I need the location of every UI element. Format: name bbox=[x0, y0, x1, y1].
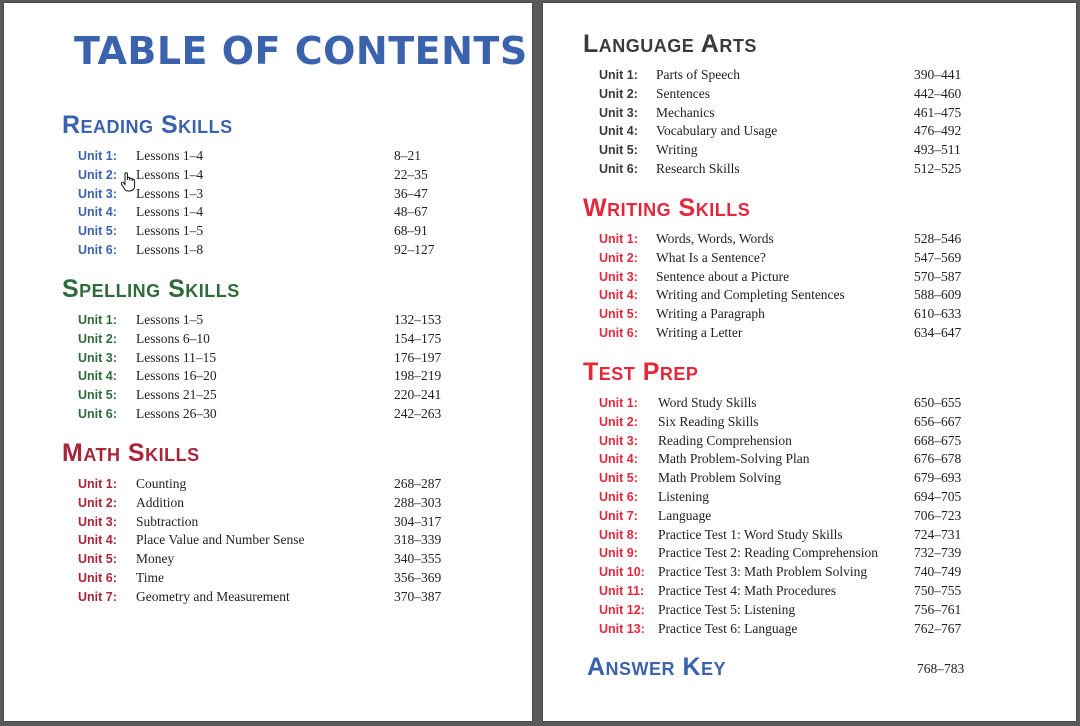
page-range: 318–339 bbox=[394, 532, 442, 548]
section-test-prep bbox=[583, 358, 962, 638]
unit-title: Practice Test 2: Reading Comprehension bbox=[658, 545, 879, 561]
toc-row[interactable] bbox=[583, 469, 962, 488]
section-heading-testprep: Test Prep bbox=[583, 358, 699, 386]
unit-title: Practice Test 6: Language bbox=[658, 620, 798, 636]
unit-title: Language bbox=[658, 507, 712, 523]
unit-title: Lessons 16–20 bbox=[136, 368, 217, 384]
toc-row[interactable] bbox=[62, 147, 421, 166]
unit-label: Unit 5: bbox=[78, 224, 117, 239]
toc-row[interactable] bbox=[62, 367, 442, 386]
unit-title: Lessons 6–10 bbox=[136, 330, 210, 346]
unit-title: Practice Test 1: Word Study Skills bbox=[658, 526, 843, 542]
section-heading-language: Language Arts bbox=[583, 30, 757, 58]
unit-title: Math Problem Solving bbox=[658, 470, 782, 486]
unit-title: Parts of Speech bbox=[656, 67, 740, 82]
page-range: 547–569 bbox=[914, 249, 962, 265]
section-math-skills bbox=[62, 439, 442, 607]
unit-title: Writing a Letter bbox=[656, 324, 743, 340]
unit-label: Unit 11: bbox=[599, 583, 645, 598]
unit-list bbox=[583, 230, 962, 343]
toc-row[interactable] bbox=[62, 386, 442, 405]
page-range: 512–525 bbox=[914, 160, 962, 176]
toc-row[interactable] bbox=[583, 305, 962, 324]
unit-title: Lessons 1–4 bbox=[136, 148, 204, 163]
unit-list bbox=[62, 475, 442, 607]
unit-title: Sentence about a Picture bbox=[656, 268, 790, 284]
page-range: 588–609 bbox=[914, 287, 962, 303]
unit-label: Unit 3: bbox=[599, 105, 638, 120]
unit-list bbox=[62, 311, 442, 424]
toc-row[interactable] bbox=[583, 268, 962, 287]
toc-row[interactable] bbox=[62, 494, 442, 513]
page-range: 762–767 bbox=[914, 620, 962, 636]
page-range: 732–739 bbox=[914, 545, 962, 561]
toc-row[interactable] bbox=[583, 249, 962, 268]
unit-label: Unit 13: bbox=[599, 621, 645, 636]
page-range: 570–587 bbox=[914, 268, 962, 284]
toc-row[interactable] bbox=[583, 104, 962, 123]
unit-title: Lessons 1–3 bbox=[136, 185, 204, 201]
unit-title: Writing and Completing Sentences bbox=[656, 287, 845, 303]
unit-list bbox=[583, 66, 962, 179]
unit-label: Unit 6: bbox=[599, 489, 638, 504]
section-heading-math: Math Skills bbox=[62, 439, 200, 467]
toc-row[interactable] bbox=[583, 582, 962, 601]
unit-label: Unit 2: bbox=[599, 250, 638, 265]
unit-label: Unit 6: bbox=[599, 325, 638, 340]
unit-label: Unit 2: bbox=[599, 414, 638, 429]
toc-row[interactable] bbox=[583, 450, 962, 469]
toc-row[interactable] bbox=[62, 311, 442, 330]
page-range: 706–723 bbox=[914, 507, 962, 523]
page-title: TABLE OF CONTENTS bbox=[74, 29, 528, 73]
unit-title: Subtraction bbox=[136, 513, 199, 529]
unit-title: Mechanics bbox=[656, 104, 715, 120]
toc-row[interactable] bbox=[62, 531, 442, 550]
unit-label: Unit 7: bbox=[78, 589, 117, 604]
toc-row[interactable] bbox=[62, 475, 442, 494]
page-range: 304–317 bbox=[394, 513, 442, 529]
unit-label: Unit 2: bbox=[599, 86, 638, 101]
unit-title: Lessons 21–25 bbox=[136, 387, 217, 403]
toc-row[interactable] bbox=[62, 222, 428, 241]
unit-label: Unit 4: bbox=[599, 452, 638, 467]
unit-label: Unit 5: bbox=[78, 388, 117, 403]
page-range: 694–705 bbox=[914, 488, 962, 504]
unit-label: Unit 5: bbox=[78, 552, 117, 567]
unit-title: Practice Test 4: Math Procedures bbox=[658, 582, 837, 598]
unit-label: Unit 2: bbox=[78, 495, 117, 510]
page-range: 8–21 bbox=[394, 148, 421, 163]
unit-label: Unit 4: bbox=[78, 369, 117, 384]
unit-label: Unit 1: bbox=[599, 68, 638, 82]
unit-label: Unit 4: bbox=[78, 205, 117, 220]
unit-label: Unit 1: bbox=[78, 477, 117, 491]
page-range: 356–369 bbox=[394, 569, 442, 585]
page-range: 288–303 bbox=[394, 494, 442, 510]
page-range: 154–175 bbox=[394, 330, 442, 346]
section-heading-writing: Writing Skills bbox=[583, 194, 751, 222]
unit-label: Unit 4: bbox=[599, 288, 638, 303]
toc-row[interactable] bbox=[583, 141, 961, 160]
unit-title: Place Value and Number Sense bbox=[136, 532, 305, 548]
page-range: 22–35 bbox=[394, 166, 428, 182]
unit-title: Sentences bbox=[656, 85, 710, 101]
page-range: 370–387 bbox=[394, 588, 442, 604]
page-range: 176–197 bbox=[394, 349, 442, 365]
unit-title: Lessons 11–15 bbox=[136, 349, 217, 365]
page-range: 650–655 bbox=[914, 395, 962, 410]
page-range: 476–492 bbox=[914, 123, 962, 139]
unit-label: Unit 3: bbox=[599, 433, 638, 448]
unit-title: Word Study Skills bbox=[658, 395, 757, 410]
unit-label: Unit 1: bbox=[599, 232, 638, 246]
unit-title: Lessons 1–8 bbox=[136, 241, 204, 257]
section-writing-skills bbox=[583, 194, 962, 343]
unit-title: Writing bbox=[656, 142, 698, 158]
unit-title: Listening bbox=[658, 488, 709, 504]
unit-label: Unit 3: bbox=[78, 514, 117, 529]
unit-list bbox=[62, 147, 435, 260]
toc-row[interactable] bbox=[583, 324, 962, 343]
toc-row[interactable] bbox=[583, 230, 962, 249]
unit-title: Practice Test 5: Listening bbox=[658, 601, 796, 617]
toc-row[interactable] bbox=[583, 620, 962, 639]
section-heading-spelling: Spelling Skills bbox=[62, 275, 240, 303]
toc-row[interactable] bbox=[62, 330, 442, 349]
unit-label: Unit 4: bbox=[78, 533, 117, 548]
unit-title: Lessons 1–5 bbox=[136, 223, 204, 239]
page-range: 668–675 bbox=[914, 432, 962, 448]
toc-row[interactable] bbox=[583, 286, 962, 305]
toc-row[interactable] bbox=[583, 601, 962, 620]
toc-row[interactable] bbox=[583, 160, 962, 179]
page-range: 528–546 bbox=[914, 231, 962, 246]
page-range: 132–153 bbox=[394, 312, 442, 327]
page-range: 390–441 bbox=[914, 67, 962, 82]
page-range: 48–67 bbox=[394, 204, 428, 220]
page-range: 68–91 bbox=[394, 223, 428, 239]
unit-label: Unit 1: bbox=[78, 149, 117, 163]
unit-title: Practice Test 3: Math Problem Solving bbox=[658, 564, 868, 580]
unit-title: Lessons 1–5 bbox=[136, 312, 204, 327]
unit-title: Time bbox=[136, 569, 165, 585]
page-range: 724–731 bbox=[914, 526, 962, 542]
unit-label: Unit 6: bbox=[78, 242, 117, 257]
unit-label: Unit 6: bbox=[78, 406, 117, 421]
toc-row[interactable] bbox=[62, 349, 442, 368]
unit-list bbox=[583, 394, 962, 638]
page-range: 656–667 bbox=[914, 413, 962, 429]
page-range: 610–633 bbox=[914, 306, 962, 322]
left-page bbox=[4, 3, 532, 721]
toc-row[interactable] bbox=[583, 526, 962, 545]
toc-row[interactable] bbox=[583, 122, 962, 141]
page-range: 768–783 bbox=[917, 661, 965, 676]
toc-row[interactable] bbox=[583, 544, 962, 563]
unit-title: Writing a Paragraph bbox=[656, 306, 765, 322]
toc-row[interactable] bbox=[583, 394, 962, 413]
page-range: 750–755 bbox=[914, 582, 962, 598]
unit-label: Unit 1: bbox=[599, 396, 638, 410]
unit-label: Unit 5: bbox=[599, 471, 638, 486]
unit-title: Lessons 26–30 bbox=[136, 405, 217, 421]
toc-row[interactable] bbox=[583, 488, 962, 507]
toc-row[interactable] bbox=[62, 588, 442, 607]
toc-row[interactable] bbox=[583, 85, 962, 104]
page-range: 756–761 bbox=[914, 601, 962, 617]
unit-title: Addition bbox=[136, 494, 185, 510]
unit-label: Unit 2: bbox=[78, 331, 117, 346]
unit-label: Unit 4: bbox=[599, 124, 638, 139]
section-heading-reading: Reading Skills bbox=[62, 111, 233, 139]
toc-row[interactable] bbox=[62, 513, 442, 532]
unit-label: Unit 7: bbox=[599, 508, 638, 523]
unit-label: Unit 6: bbox=[599, 161, 638, 176]
page-range: 198–219 bbox=[394, 368, 442, 384]
unit-label: Unit 10: bbox=[599, 565, 645, 580]
unit-label: Unit 12: bbox=[599, 602, 645, 617]
toc-row[interactable] bbox=[62, 550, 442, 569]
unit-label: Unit 5: bbox=[599, 307, 638, 322]
toc-row[interactable] bbox=[62, 166, 428, 185]
page-range: 340–355 bbox=[394, 551, 442, 567]
section-heading-answer-key: Answer Key bbox=[587, 653, 727, 681]
section-reading-skills bbox=[62, 111, 435, 260]
unit-title: Six Reading Skills bbox=[658, 413, 759, 429]
toc-row[interactable] bbox=[583, 563, 962, 582]
unit-label: Unit 9: bbox=[599, 546, 638, 561]
right-page bbox=[543, 3, 1076, 721]
answer-key-row[interactable] bbox=[587, 653, 965, 682]
hand-pointer-icon bbox=[120, 171, 138, 193]
section-spelling-skills bbox=[62, 275, 442, 424]
page-range: 92–127 bbox=[394, 241, 435, 257]
toc-row[interactable] bbox=[583, 66, 962, 85]
unit-title: Research Skills bbox=[656, 160, 740, 176]
page-range: 493–511 bbox=[914, 142, 961, 158]
page-range: 461–475 bbox=[914, 104, 962, 120]
page-range: 442–460 bbox=[914, 85, 962, 101]
page-range: 220–241 bbox=[394, 387, 442, 403]
page-range: 36–47 bbox=[394, 185, 428, 201]
page-range: 676–678 bbox=[914, 451, 962, 467]
page-range: 268–287 bbox=[394, 476, 442, 491]
section-language-arts bbox=[583, 30, 962, 179]
unit-title: Reading Comprehension bbox=[658, 432, 792, 448]
toc-row[interactable] bbox=[62, 185, 428, 204]
toc-row[interactable] bbox=[583, 507, 962, 526]
unit-title: Math Problem-Solving Plan bbox=[658, 451, 810, 467]
unit-title: Words, Words, Words bbox=[656, 231, 774, 246]
toc-row[interactable] bbox=[62, 241, 435, 260]
unit-title: Counting bbox=[136, 476, 187, 491]
unit-title: What Is a Sentence? bbox=[656, 249, 766, 265]
page-range: 679–693 bbox=[914, 470, 962, 486]
page-range: 242–263 bbox=[394, 405, 442, 421]
unit-label: Unit 2: bbox=[78, 167, 117, 182]
page-range: 634–647 bbox=[914, 324, 962, 340]
unit-title: Vocabulary and Usage bbox=[656, 123, 778, 139]
toc-row[interactable] bbox=[583, 432, 962, 451]
page-range: 740–749 bbox=[914, 564, 962, 580]
unit-label: Unit 5: bbox=[599, 143, 638, 158]
unit-label: Unit 3: bbox=[78, 350, 117, 365]
toc-row[interactable] bbox=[62, 203, 428, 222]
unit-title: Lessons 1–4 bbox=[136, 166, 204, 182]
unit-label: Unit 3: bbox=[78, 186, 117, 201]
unit-title: Lessons 1–4 bbox=[136, 204, 204, 220]
unit-title: Money bbox=[136, 551, 175, 567]
unit-label: Unit 3: bbox=[599, 269, 638, 284]
unit-title: Geometry and Measurement bbox=[136, 588, 290, 604]
unit-label: Unit 6: bbox=[78, 570, 117, 585]
toc-row[interactable] bbox=[583, 413, 962, 432]
toc-row[interactable] bbox=[62, 405, 442, 424]
unit-label: Unit 1: bbox=[78, 313, 117, 327]
unit-label: Unit 8: bbox=[599, 527, 638, 542]
toc-row[interactable] bbox=[62, 569, 442, 588]
